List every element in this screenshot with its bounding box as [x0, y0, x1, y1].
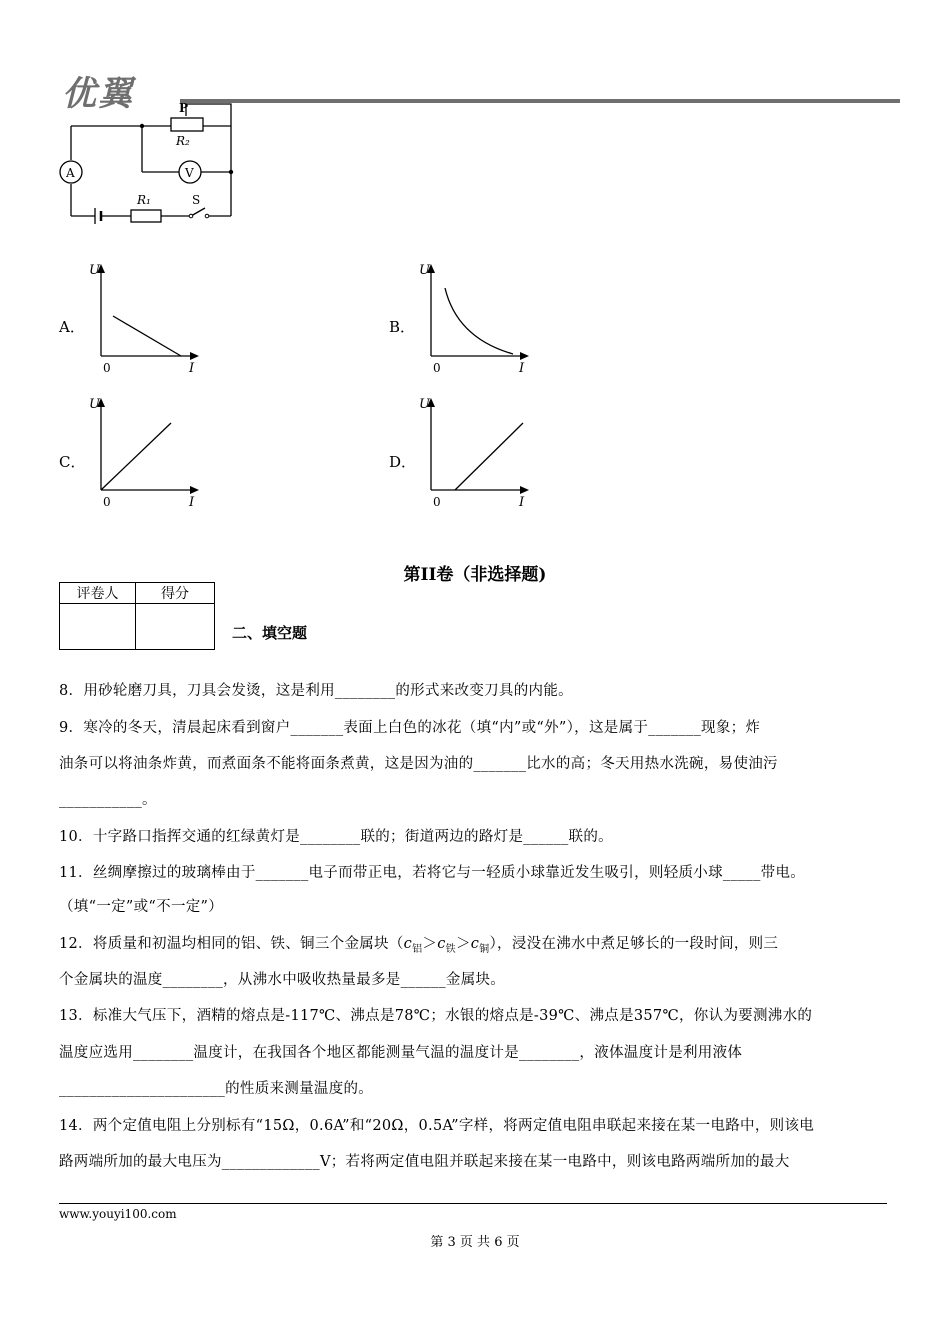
question-9-line-1: 9．寒冷的冬天，清晨起床看到窗户_______表面上白色的冰花（填“内”或“外”），这是属于_______现象；炸	[59, 720, 761, 736]
option-a-label: A．	[59, 318, 85, 336]
option-d-origin: 0	[433, 495, 441, 509]
question-8: 8．用砂轮磨刀具，刀具会发烫，这是利用________的形式来改变刀具的内能。	[59, 683, 573, 699]
greater-than-1: ＞	[422, 936, 438, 952]
footer-url[interactable]: www.youyi100.com	[59, 1207, 177, 1221]
option-a-line	[113, 316, 181, 356]
score-table-grader-cell[interactable]	[60, 604, 136, 650]
voltmeter-label: V	[185, 166, 194, 180]
option-b-curve	[445, 288, 513, 354]
option-d-axis-i: I	[519, 495, 525, 510]
score-table	[59, 582, 215, 650]
r1-label: R₁	[137, 193, 151, 207]
option-a-origin: 0	[103, 361, 111, 375]
fill-in-section-title: 二、填空题	[232, 624, 308, 642]
question-10: 10．十字路口指挥交通的红绿黄灯是________联的；街道两边的路灯是______联的。	[59, 829, 613, 845]
option-c-line	[101, 423, 171, 490]
question-14-line-1: 14．两个定值电阻上分别标有“15Ω，0.6A”和“20Ω，0.5A”字样，将两定值电阻串联起来接在某一电路中，则该电	[59, 1118, 815, 1134]
footer-divider	[59, 1203, 887, 1204]
option-b-axis-u: U	[419, 263, 430, 278]
option-d-axis-u: U	[419, 397, 430, 412]
circuit-diagram	[55, 98, 240, 233]
option-d-graph	[415, 392, 535, 510]
option-c-axis-i: I	[189, 495, 195, 510]
question-12-line-2: 个金属块的温度________，从沸水中吸收热量最多是______金属块。	[59, 972, 506, 988]
option-b-axis-i: I	[519, 361, 525, 376]
score-table-header-score: 得分	[136, 583, 215, 604]
option-d-line	[455, 423, 523, 490]
r2-label: R₂	[176, 134, 190, 148]
page-number: 第 3 页 共 6 页	[430, 1235, 520, 1250]
option-a-graph	[85, 258, 205, 376]
question-11-line-1: 11．丝绸摩擦过的玻璃棒由于_______电子而带正电，若将它与一轻质小球靠近发生吸引，则轻质小球_____带电。	[59, 865, 806, 881]
subscript-iron: 铁	[445, 943, 456, 955]
option-b-origin: 0	[433, 361, 441, 375]
question-11-line-2: （填“一定”或“不一定”）	[59, 899, 224, 915]
question-13-line-2: 温度应选用________温度计，在我国各个地区都能测量气温的温度计是________，液体温度计是利用液体	[59, 1045, 743, 1061]
question-13-line-3: ______________________的性质来测量温度的。	[59, 1081, 374, 1097]
switch-label: S	[192, 193, 201, 207]
question-13-line-1: 13．标准大气压下，酒精的熔点是-117℃、沸点是78℃；水银的熔点是-39℃、沸点是357℃，你认为要测沸水的	[59, 1008, 813, 1024]
specific-heat-symbol-aluminum: c	[403, 936, 413, 952]
greater-than-2: ＞	[455, 936, 471, 952]
option-a-axis-i: I	[189, 361, 195, 376]
option-c-label: C．	[59, 453, 86, 471]
option-a-axis-u: U	[89, 263, 100, 278]
option-c-graph	[85, 392, 205, 510]
score-table-score-cell[interactable]	[136, 604, 215, 650]
ammeter-label: A	[66, 166, 75, 180]
specific-heat-symbol-copper: c	[470, 936, 480, 952]
subscript-copper: 铜	[479, 943, 490, 955]
option-c-axis-u: U	[89, 397, 100, 412]
question-9-line-2: 油条可以将油条炸黄，而煮面条不能将面条煮黄，这是因为油的_______比水的高；冬天用热水洗碗，易使油污	[59, 756, 778, 772]
slider-p-label: P	[179, 101, 189, 115]
specific-heat-symbol-iron: c	[437, 936, 446, 952]
header-divider	[180, 99, 900, 103]
question-14-line-2: 路两端所加的最大电压为_____________V；若将两定值电阻并联起来接在某一电路中，则该电路两端所加的最大	[59, 1154, 790, 1170]
section-title: 第II卷（非选择题)	[403, 565, 547, 585]
option-b-graph	[415, 258, 535, 376]
option-d-label: D．	[389, 453, 417, 471]
question-9-line-3: ___________。	[59, 792, 157, 808]
question-12-text-b: ），浸没在沸水中煮足够长的一段时间，则三	[489, 936, 779, 952]
brand-logo: 优翼	[62, 74, 134, 114]
subscript-aluminum: 铝	[412, 943, 423, 955]
question-12-text-a: 12．将质量和初温均相同的铝、铁、铜三个金属块（	[59, 936, 404, 952]
option-c-origin: 0	[103, 495, 111, 509]
option-b-label: B．	[389, 318, 416, 336]
score-table-header-grader: 评卷人	[60, 583, 136, 604]
